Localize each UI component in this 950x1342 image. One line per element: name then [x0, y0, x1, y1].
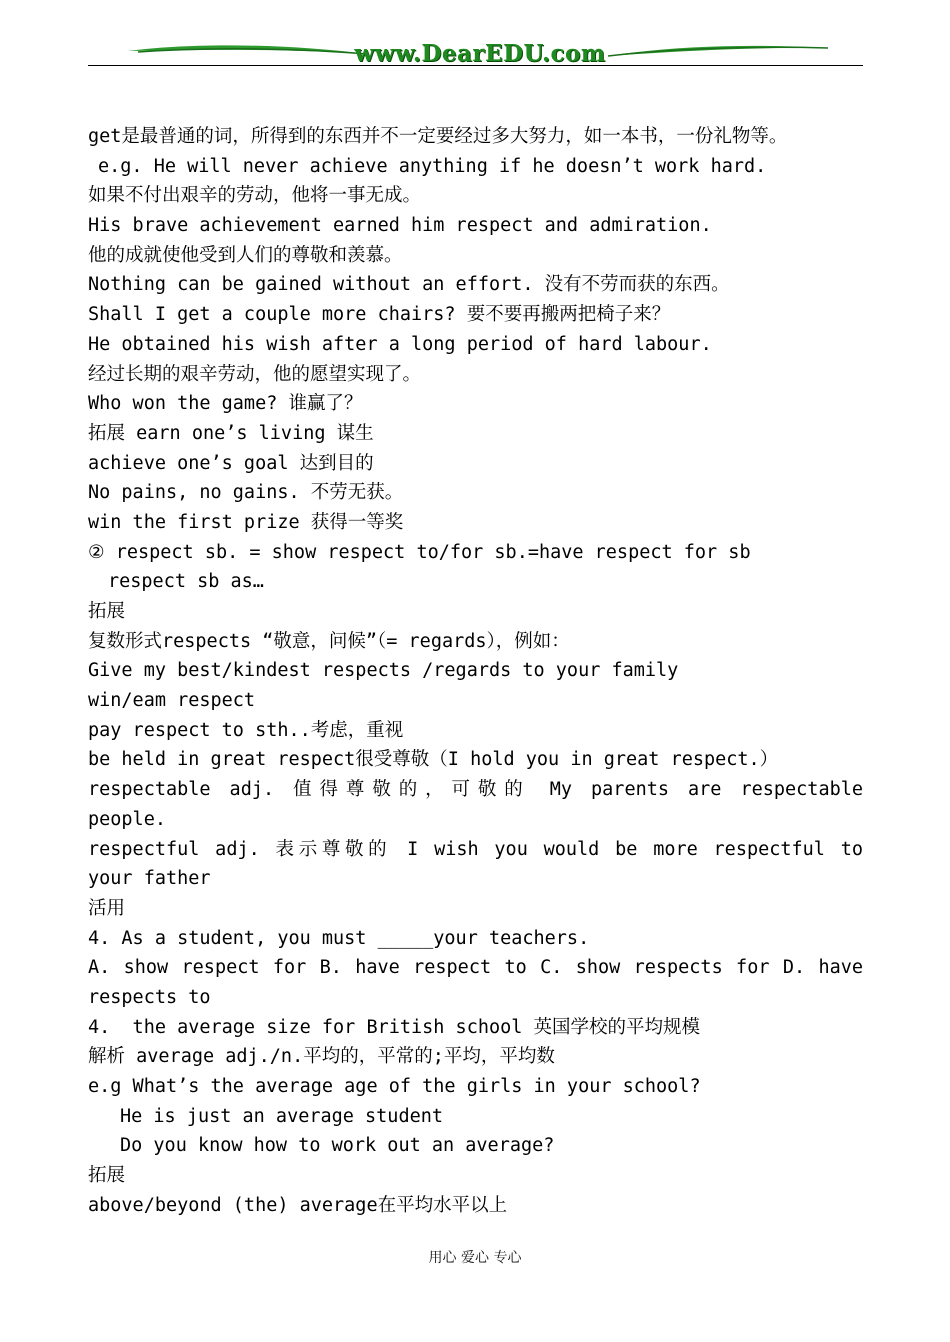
- text-line: Do you know how to work out an average?: [120, 1135, 555, 1157]
- text-line: 4. As a student, you must _____your teachers.: [88, 927, 590, 949]
- left-swoosh-decoration: [128, 42, 368, 60]
- text-line: 4. the average size for British school 英国学校的平均规模: [88, 1016, 701, 1038]
- text-line: 解析 average adj./n.平均的，平常的;平均，平均数: [88, 1046, 555, 1068]
- text-line: 如果不付出艰辛的劳动，他将一事无成。: [88, 185, 422, 207]
- header-divider: [88, 65, 863, 66]
- text-line: 活用: [88, 897, 126, 919]
- right-swoosh-decoration: [608, 42, 828, 60]
- text-line: Who won the game? 谁赢了？: [88, 393, 363, 415]
- text-line: Give my best/kindest respects /regards to your family: [88, 660, 679, 682]
- text-line: ② respect sb. = show respect to/for sb.=have respect for sb: [88, 541, 751, 563]
- text-line: No pains, no gains. 不劳无获。: [88, 482, 404, 504]
- text-line: e.g What’s the average age of the girls in your school?: [88, 1076, 701, 1097]
- text-line: respect sb as…: [108, 571, 264, 593]
- text-line: He is just an average student: [120, 1105, 444, 1127]
- text-line: 经过长期的艰辛劳动，他的愿望实现了。: [88, 363, 422, 385]
- text-line: win/eam respect: [88, 690, 256, 712]
- document-body: [88, 122, 863, 1220]
- text-line: be held in great respect很受尊敬（I hold you in great respect.）: [88, 749, 779, 771]
- text-line: win the first prize 获得一等奖: [88, 511, 404, 533]
- text-line: His brave achievement earned him respect and admiration.: [88, 215, 712, 237]
- text-line: respectable adj. 值得尊敬的，可敬的 My parents are respectable: [88, 779, 863, 801]
- text-line: people.: [88, 808, 166, 830]
- text-line: Nothing can be gained without an effort. 没有不劳而获的东西。: [88, 274, 730, 296]
- text-line: 拓展: [88, 601, 126, 622]
- text-line: respects to: [88, 986, 211, 1008]
- text-line: He obtained his wish after a long period of hard labour.: [88, 333, 712, 355]
- page-footer: 用心 爱心 专心: [428, 1250, 522, 1266]
- text-line: 拓展: [88, 1165, 126, 1187]
- text-line: 拓展 earn one’s living 谋生: [88, 422, 374, 444]
- text-line: get是最普通的词，所得到的东西并不一定要经过多大努力，如一本书，一份礼物等。: [88, 126, 788, 147]
- text-line: pay respect to sth..考虑，重视: [88, 719, 404, 741]
- text-line: above/beyond (the) average在平均水平以上: [88, 1194, 508, 1216]
- text-line: 复数形式respects “敬意，问候”（= regards），例如：: [88, 630, 570, 652]
- text-line: your father: [88, 868, 211, 890]
- text-line: Shall I get a couple more chairs? 要不要再搬两把椅子来？: [88, 304, 671, 326]
- page-header: [88, 36, 863, 72]
- text-line: achieve one’s goal 达到目的: [88, 452, 374, 474]
- text-line: e.g. He will never achieve anything if he doesn’t work hard.: [98, 155, 767, 177]
- text-line: 他的成就使他受到人们的尊敬和羡慕。: [88, 244, 403, 266]
- text-line: A. show respect for B. have respect to C. show respects for D. have: [88, 957, 863, 979]
- site-logo-text: www.DearEDU.com: [354, 40, 606, 67]
- text-line: respectful adj. 表示尊敬的 I wish you would be more respectful to: [88, 838, 863, 860]
